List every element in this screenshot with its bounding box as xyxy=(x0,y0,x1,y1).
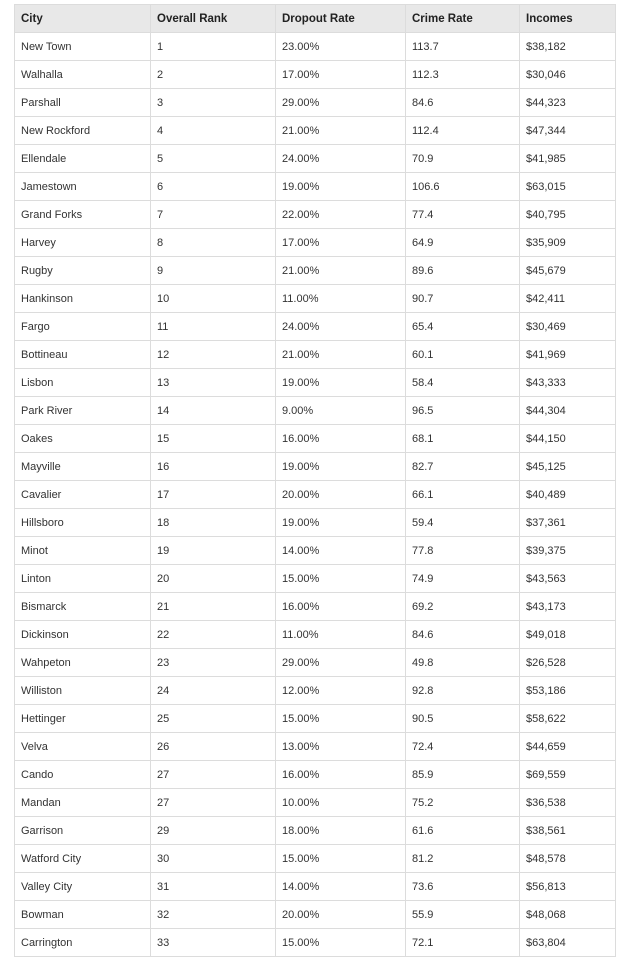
table-row xyxy=(15,201,616,229)
cell-income: $44,150 xyxy=(520,425,616,453)
cell-income: $56,813 xyxy=(520,873,616,901)
cell-overall-rank: 31 xyxy=(151,873,276,901)
cell-city: Garrison xyxy=(15,817,151,845)
cell-dropout-rate: 24.00% xyxy=(276,313,406,341)
cell-crime-rate: 49.8 xyxy=(406,649,520,677)
cell-city: Valley City xyxy=(15,873,151,901)
cell-crime-rate: 64.9 xyxy=(406,229,520,257)
cell-overall-rank: 27 xyxy=(151,789,276,817)
cell-income: $48,578 xyxy=(520,845,616,873)
table-row xyxy=(15,257,616,285)
cell-crime-rate: 61.6 xyxy=(406,817,520,845)
cell-income: $47,344 xyxy=(520,117,616,145)
cell-dropout-rate: 19.00% xyxy=(276,453,406,481)
table-row xyxy=(15,117,616,145)
cell-crime-rate: 89.6 xyxy=(406,257,520,285)
table-row xyxy=(15,901,616,929)
cell-crime-rate: 96.5 xyxy=(406,397,520,425)
cell-dropout-rate: 13.00% xyxy=(276,733,406,761)
cell-income: $44,304 xyxy=(520,397,616,425)
cell-city: Hankinson xyxy=(15,285,151,313)
cell-city: Mayville xyxy=(15,453,151,481)
cell-overall-rank: 15 xyxy=(151,425,276,453)
cell-crime-rate: 77.8 xyxy=(406,537,520,565)
table-row xyxy=(15,733,616,761)
table-row xyxy=(15,285,616,313)
header-city: City xyxy=(15,5,151,33)
table-row xyxy=(15,61,616,89)
cell-crime-rate: 69.2 xyxy=(406,593,520,621)
cell-overall-rank: 29 xyxy=(151,817,276,845)
cell-income: $40,795 xyxy=(520,201,616,229)
table-row xyxy=(15,425,616,453)
cell-income: $43,333 xyxy=(520,369,616,397)
cell-crime-rate: 58.4 xyxy=(406,369,520,397)
table-row xyxy=(15,873,616,901)
cell-dropout-rate: 16.00% xyxy=(276,761,406,789)
cell-dropout-rate: 29.00% xyxy=(276,89,406,117)
cell-dropout-rate: 19.00% xyxy=(276,369,406,397)
cell-dropout-rate: 18.00% xyxy=(276,817,406,845)
cell-city: Hillsboro xyxy=(15,509,151,537)
cell-income: $37,361 xyxy=(520,509,616,537)
table-row xyxy=(15,789,616,817)
cell-income: $41,985 xyxy=(520,145,616,173)
cell-dropout-rate: 14.00% xyxy=(276,873,406,901)
table-row xyxy=(15,453,616,481)
cell-overall-rank: 11 xyxy=(151,313,276,341)
table-row xyxy=(15,677,616,705)
table-row xyxy=(15,313,616,341)
cell-income: $49,018 xyxy=(520,621,616,649)
cell-income: $43,173 xyxy=(520,593,616,621)
cell-dropout-rate: 17.00% xyxy=(276,61,406,89)
cell-city: New Rockford xyxy=(15,117,151,145)
table-row xyxy=(15,593,616,621)
cell-crime-rate: 106.6 xyxy=(406,173,520,201)
cell-income: $58,622 xyxy=(520,705,616,733)
table-row xyxy=(15,929,616,957)
city-rankings-table xyxy=(14,4,616,957)
cell-city: Carrington xyxy=(15,929,151,957)
cell-overall-rank: 2 xyxy=(151,61,276,89)
cell-income: $48,068 xyxy=(520,901,616,929)
cell-income: $35,909 xyxy=(520,229,616,257)
cell-income: $42,411 xyxy=(520,285,616,313)
cell-city: Harvey xyxy=(15,229,151,257)
cell-dropout-rate: 15.00% xyxy=(276,565,406,593)
cell-overall-rank: 9 xyxy=(151,257,276,285)
table-row xyxy=(15,565,616,593)
cell-dropout-rate: 15.00% xyxy=(276,705,406,733)
cell-dropout-rate: 22.00% xyxy=(276,201,406,229)
cell-city: Ellendale xyxy=(15,145,151,173)
cell-income: $36,538 xyxy=(520,789,616,817)
cell-crime-rate: 65.4 xyxy=(406,313,520,341)
cell-dropout-rate: 12.00% xyxy=(276,677,406,705)
cell-income: $45,679 xyxy=(520,257,616,285)
cell-overall-rank: 20 xyxy=(151,565,276,593)
cell-dropout-rate: 16.00% xyxy=(276,425,406,453)
cell-overall-rank: 33 xyxy=(151,929,276,957)
cell-income: $30,469 xyxy=(520,313,616,341)
cell-income: $44,659 xyxy=(520,733,616,761)
cell-overall-rank: 18 xyxy=(151,509,276,537)
cell-income: $38,182 xyxy=(520,33,616,61)
table-row xyxy=(15,397,616,425)
cell-city: Grand Forks xyxy=(15,201,151,229)
cell-crime-rate: 72.4 xyxy=(406,733,520,761)
cell-overall-rank: 6 xyxy=(151,173,276,201)
cell-crime-rate: 66.1 xyxy=(406,481,520,509)
header-crime-rate: Crime Rate xyxy=(406,5,520,33)
cell-dropout-rate: 10.00% xyxy=(276,789,406,817)
cell-dropout-rate: 9.00% xyxy=(276,397,406,425)
cell-overall-rank: 1 xyxy=(151,33,276,61)
header-dropout-rate: Dropout Rate xyxy=(276,5,406,33)
cell-overall-rank: 17 xyxy=(151,481,276,509)
table-row xyxy=(15,229,616,257)
cell-crime-rate: 92.8 xyxy=(406,677,520,705)
cell-crime-rate: 55.9 xyxy=(406,901,520,929)
table-row xyxy=(15,509,616,537)
table-row xyxy=(15,817,616,845)
cell-city: Linton xyxy=(15,565,151,593)
cell-income: $39,375 xyxy=(520,537,616,565)
cell-city: Williston xyxy=(15,677,151,705)
cell-crime-rate: 90.5 xyxy=(406,705,520,733)
cell-dropout-rate: 17.00% xyxy=(276,229,406,257)
cell-dropout-rate: 29.00% xyxy=(276,649,406,677)
cell-dropout-rate: 20.00% xyxy=(276,901,406,929)
table-row xyxy=(15,341,616,369)
cell-dropout-rate: 20.00% xyxy=(276,481,406,509)
table-row xyxy=(15,537,616,565)
cell-crime-rate: 85.9 xyxy=(406,761,520,789)
cell-dropout-rate: 23.00% xyxy=(276,33,406,61)
cell-crime-rate: 112.4 xyxy=(406,117,520,145)
cell-city: Bowman xyxy=(15,901,151,929)
cell-income: $38,561 xyxy=(520,817,616,845)
cell-dropout-rate: 11.00% xyxy=(276,285,406,313)
cell-city: New Town xyxy=(15,33,151,61)
cell-income: $43,563 xyxy=(520,565,616,593)
cell-city: Cavalier xyxy=(15,481,151,509)
cell-dropout-rate: 21.00% xyxy=(276,341,406,369)
header-incomes: Incomes xyxy=(520,5,616,33)
cell-dropout-rate: 21.00% xyxy=(276,257,406,285)
cell-overall-rank: 7 xyxy=(151,201,276,229)
cell-crime-rate: 60.1 xyxy=(406,341,520,369)
cell-dropout-rate: 15.00% xyxy=(276,929,406,957)
cell-income: $69,559 xyxy=(520,761,616,789)
cell-overall-rank: 13 xyxy=(151,369,276,397)
cell-city: Oakes xyxy=(15,425,151,453)
cell-overall-rank: 14 xyxy=(151,397,276,425)
cell-crime-rate: 84.6 xyxy=(406,621,520,649)
cell-overall-rank: 5 xyxy=(151,145,276,173)
cell-city: Velva xyxy=(15,733,151,761)
cell-overall-rank: 24 xyxy=(151,677,276,705)
cell-overall-rank: 4 xyxy=(151,117,276,145)
cell-dropout-rate: 19.00% xyxy=(276,509,406,537)
cell-city: Walhalla xyxy=(15,61,151,89)
cell-crime-rate: 84.6 xyxy=(406,89,520,117)
cell-income: $26,528 xyxy=(520,649,616,677)
cell-crime-rate: 73.6 xyxy=(406,873,520,901)
cell-income: $30,046 xyxy=(520,61,616,89)
cell-city: Cando xyxy=(15,761,151,789)
cell-city: Jamestown xyxy=(15,173,151,201)
table-row xyxy=(15,145,616,173)
table-row xyxy=(15,369,616,397)
cell-crime-rate: 70.9 xyxy=(406,145,520,173)
cell-overall-rank: 25 xyxy=(151,705,276,733)
cell-crime-rate: 112.3 xyxy=(406,61,520,89)
cell-income: $63,804 xyxy=(520,929,616,957)
cell-overall-rank: 16 xyxy=(151,453,276,481)
table-row xyxy=(15,621,616,649)
cell-overall-rank: 26 xyxy=(151,733,276,761)
cell-crime-rate: 68.1 xyxy=(406,425,520,453)
cell-crime-rate: 75.2 xyxy=(406,789,520,817)
cell-city: Wahpeton xyxy=(15,649,151,677)
cell-crime-rate: 81.2 xyxy=(406,845,520,873)
cell-city: Hettinger xyxy=(15,705,151,733)
cell-crime-rate: 82.7 xyxy=(406,453,520,481)
cell-city: Bismarck xyxy=(15,593,151,621)
cell-overall-rank: 19 xyxy=(151,537,276,565)
cell-city: Mandan xyxy=(15,789,151,817)
cell-overall-rank: 22 xyxy=(151,621,276,649)
cell-dropout-rate: 19.00% xyxy=(276,173,406,201)
cell-crime-rate: 59.4 xyxy=(406,509,520,537)
cell-crime-rate: 77.4 xyxy=(406,201,520,229)
cell-city: Rugby xyxy=(15,257,151,285)
cell-income: $45,125 xyxy=(520,453,616,481)
cell-dropout-rate: 24.00% xyxy=(276,145,406,173)
table-header xyxy=(15,5,616,33)
cell-dropout-rate: 14.00% xyxy=(276,537,406,565)
cell-dropout-rate: 15.00% xyxy=(276,845,406,873)
cell-overall-rank: 30 xyxy=(151,845,276,873)
cell-overall-rank: 21 xyxy=(151,593,276,621)
cell-city: Minot xyxy=(15,537,151,565)
cell-overall-rank: 3 xyxy=(151,89,276,117)
cell-income: $41,969 xyxy=(520,341,616,369)
cell-city: Watford City xyxy=(15,845,151,873)
cell-city: Lisbon xyxy=(15,369,151,397)
cell-income: $63,015 xyxy=(520,173,616,201)
cell-income: $53,186 xyxy=(520,677,616,705)
cell-overall-rank: 32 xyxy=(151,901,276,929)
cell-dropout-rate: 16.00% xyxy=(276,593,406,621)
cell-overall-rank: 27 xyxy=(151,761,276,789)
cell-crime-rate: 74.9 xyxy=(406,565,520,593)
cell-overall-rank: 8 xyxy=(151,229,276,257)
table-row xyxy=(15,481,616,509)
table-row xyxy=(15,33,616,61)
cell-income: $40,489 xyxy=(520,481,616,509)
cell-city: Park River xyxy=(15,397,151,425)
cell-overall-rank: 10 xyxy=(151,285,276,313)
header-overall-rank: Overall Rank xyxy=(151,5,276,33)
cell-city: Bottineau xyxy=(15,341,151,369)
cell-city: Parshall xyxy=(15,89,151,117)
cell-crime-rate: 90.7 xyxy=(406,285,520,313)
table-row xyxy=(15,761,616,789)
table-row xyxy=(15,89,616,117)
header-row xyxy=(15,5,616,33)
table-body xyxy=(15,33,616,957)
cell-overall-rank: 23 xyxy=(151,649,276,677)
cell-income: $44,323 xyxy=(520,89,616,117)
city-rankings-table-container xyxy=(14,4,615,957)
cell-city: Fargo xyxy=(15,313,151,341)
cell-crime-rate: 72.1 xyxy=(406,929,520,957)
cell-overall-rank: 12 xyxy=(151,341,276,369)
table-row xyxy=(15,705,616,733)
cell-dropout-rate: 11.00% xyxy=(276,621,406,649)
cell-dropout-rate: 21.00% xyxy=(276,117,406,145)
table-row xyxy=(15,173,616,201)
cell-crime-rate: 113.7 xyxy=(406,33,520,61)
table-row xyxy=(15,845,616,873)
cell-city: Dickinson xyxy=(15,621,151,649)
table-row xyxy=(15,649,616,677)
